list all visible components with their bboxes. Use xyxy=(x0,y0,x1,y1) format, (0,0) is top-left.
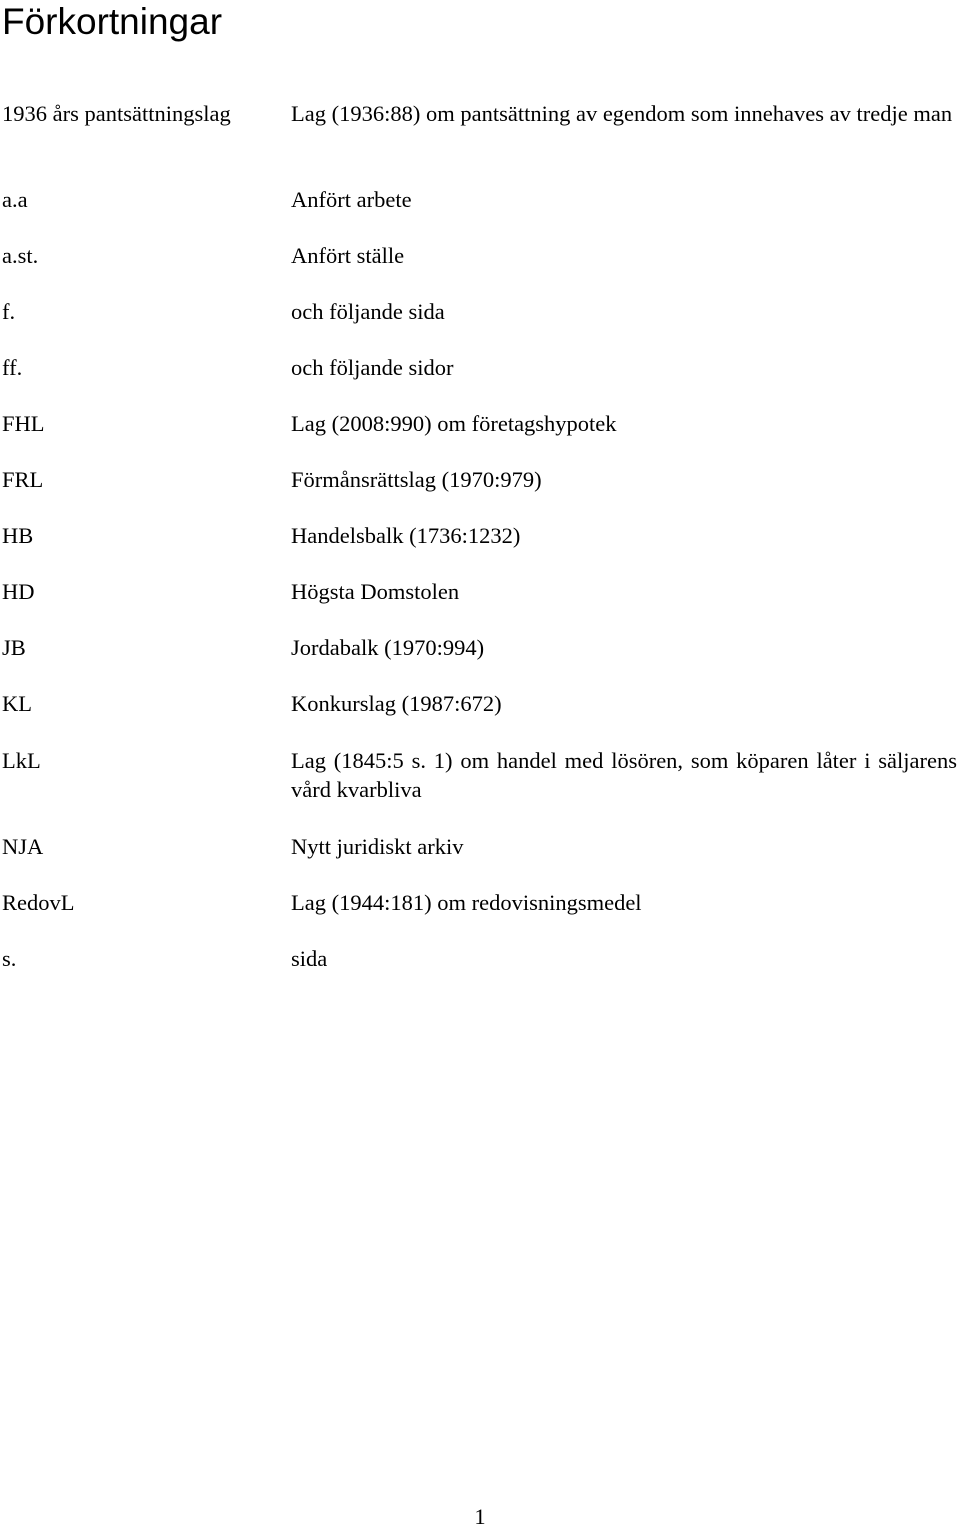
abbreviation-definition: Lag (1936:88) om pantsättning av egendom som innehaves av tredje man xyxy=(291,101,953,126)
abbreviation-definition: Nytt juridiskt arkiv xyxy=(291,834,464,859)
abbreviation-term: s. xyxy=(2,946,17,971)
abbreviation-term: RedovL xyxy=(2,890,75,915)
abbreviation-term: HD xyxy=(2,579,35,604)
abbreviation-term: f. xyxy=(2,299,16,324)
abbreviation-definition: sida xyxy=(291,946,328,971)
abbreviation-definition: Lag (2008:990) om företagshypotek xyxy=(291,411,617,436)
abbreviation-definition: Konkurslag (1987:672) xyxy=(291,691,502,716)
page-number: 1 xyxy=(474,1504,486,1529)
abbreviation-term: a.a xyxy=(2,187,28,212)
abbreviation-definition: Lag (1944:181) om redovisningsmedel xyxy=(291,890,642,915)
abbreviation-term: LkL xyxy=(2,748,41,773)
abbreviation-term: 1936 års pantsättningslag xyxy=(2,101,231,126)
abbreviation-term: a.st. xyxy=(2,243,39,268)
abbreviation-definition: Anfört ställe xyxy=(291,243,405,268)
abbreviation-term: KL xyxy=(2,691,32,716)
abbreviation-term: NJA xyxy=(2,834,44,859)
abbreviation-definition: Handelsbalk (1736:1232) xyxy=(291,523,521,548)
abbreviation-definition: Förmånsrättslag (1970:979) xyxy=(291,467,542,492)
abbreviation-definition: Jordabalk (1970:994) xyxy=(291,635,485,660)
abbreviation-term: FRL xyxy=(2,467,44,492)
abbreviation-term: JB xyxy=(2,635,26,660)
abbreviation-term: HB xyxy=(2,523,34,548)
abbreviation-definition: Lag (1845:5 s. 1) om handel med lösören, som köparen låter i säljarens vård kvarbliva xyxy=(291,748,957,802)
abbreviation-term: FHL xyxy=(2,411,45,436)
abbreviation-term: ff. xyxy=(2,355,23,380)
abbreviation-definition: Högsta Domstolen xyxy=(291,579,460,604)
abbreviation-definition: Anfört arbete xyxy=(291,187,412,212)
page-title: Förkortningar xyxy=(2,1,223,42)
abbreviation-definition: och följande sida xyxy=(291,299,445,324)
abbreviation-definition: och följande sidor xyxy=(291,355,454,380)
